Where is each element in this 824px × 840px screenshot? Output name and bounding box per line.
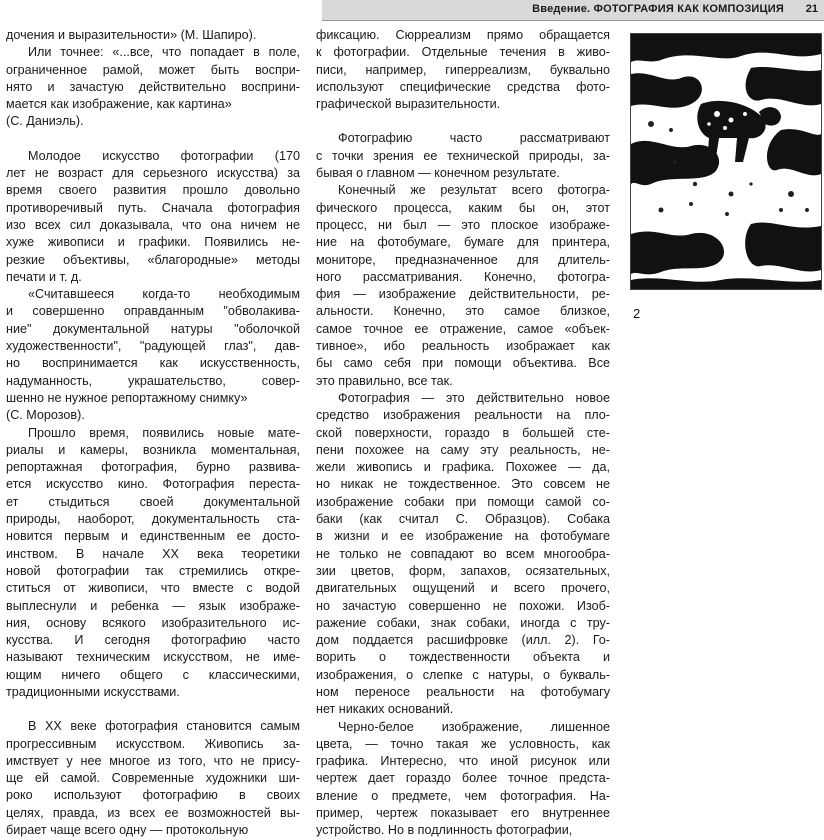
text-line: роко используют фотографию в своих xyxy=(6,788,300,803)
text-line: процесс, ни был — это плоское изображе- xyxy=(316,217,610,232)
text-line: ющим ничего общего с классическими, xyxy=(6,667,300,682)
text-line: называют техническим искусством, не име- xyxy=(6,650,300,665)
paragraph-gap xyxy=(6,701,300,718)
text-line: нет никаких оснований. xyxy=(316,702,454,717)
text-line: самое точное ее отражение, самое «объек- xyxy=(316,321,610,336)
paragraph-gap xyxy=(316,113,610,130)
text-line: ражение собаки, знак собаки, иногда с тру- xyxy=(316,615,610,630)
text-column-left xyxy=(6,27,300,839)
text-line: ние" документальной натуры "оболочкой xyxy=(6,321,300,336)
text-line: дочения и выразительности» (М. Шапиро). xyxy=(6,28,257,42)
text-line: время своего развития прошло довольно xyxy=(6,183,300,198)
text-line: инством. В начале XX века теоретики xyxy=(6,546,300,561)
text-line: новится первым и единственным ее досто- xyxy=(6,529,300,544)
text-line: Конечный же результат всего фотогра- xyxy=(338,183,610,198)
page-number: 21 xyxy=(805,3,818,15)
text-line: бы само себя при помощи объектива. Все xyxy=(316,356,610,371)
text-line: ется искусство кино. Фотография переста- xyxy=(6,477,300,492)
text-line: графика. Интересно, что иной рисунок или xyxy=(316,754,610,769)
text-line: ской поверхности, гораздо в большей сте- xyxy=(316,425,610,440)
text-line: баки (как считал С. Образцов). Собака xyxy=(316,512,610,527)
text-line: (С. Даниэль). xyxy=(6,114,84,129)
text-line: вление о предмете, чем фотография. На- xyxy=(316,788,610,803)
text-line: ограниченное рамой, может быть воспри- xyxy=(6,62,300,77)
text-line: но воспринимается как искусственность, xyxy=(6,356,300,371)
text-line: дом поддается расшифровке (илл. 2). Го- xyxy=(316,633,610,648)
text-line: Фотография — это действительно новое xyxy=(338,390,610,405)
text-line: тивное», ибо реальность изображает как xyxy=(316,339,610,354)
text-line: риалы и камеры, возникла моментальная, xyxy=(6,442,300,457)
text-line: природы, наоборот, документальность ста- xyxy=(6,512,300,527)
text-line: фического процесса, каким бы он, этот xyxy=(316,200,610,215)
text-line: Черно-белое изображение, лишенное xyxy=(338,719,610,734)
text-line: средство изображения реальности на пло- xyxy=(316,408,610,423)
text-line: художественности", "радующей глаз", дав- xyxy=(6,339,300,354)
text-line: шенно не нужное репортажному снимку» xyxy=(6,390,248,405)
text-line: Фотографию часто рассматривают xyxy=(338,131,610,146)
text-line: надуманность, украшательство, совер- xyxy=(6,373,300,388)
text-line: Или точнее: «...все, что попадает в поле, xyxy=(28,45,300,60)
dog-photo-illustration xyxy=(630,33,822,290)
text-line: ние на фотобумаге, бумаге для принтера, xyxy=(316,235,610,250)
text-line: «Считавшееся когда-то необходимым xyxy=(28,287,300,302)
text-line: жели живопись и графика. Похожее — да, xyxy=(316,460,610,475)
running-header xyxy=(322,0,824,21)
text-line: пример, чертеж показывает его внутреннее xyxy=(316,806,610,821)
text-line: ного рассматривания. Конечно, фотогра- xyxy=(316,269,610,284)
text-line: в жизни и ее изображение на фотобумаге xyxy=(316,529,610,544)
text-line: зии цветов, форм, запахов, осязательных, xyxy=(316,563,610,578)
text-line: печати и т. д. xyxy=(6,269,82,284)
text-line: прогрессивным искусством. Живопись за- xyxy=(6,736,300,751)
text-line: бывая о главном — конечном результате. xyxy=(316,166,560,181)
text-line: (С. Морозов). xyxy=(6,408,85,423)
text-line: хуже живописи и графики. Появились не- xyxy=(6,235,300,250)
text-line: к фотографии. Отдельные течения в живо- xyxy=(316,45,610,60)
text-line: ет стыдиться своей документальной xyxy=(6,494,300,509)
text-line: нято и зачастую действительно восприни- xyxy=(6,79,300,94)
text-line: ворить о тождественности объекта и xyxy=(316,650,610,665)
text-line: это правильно, все так. xyxy=(316,373,453,388)
text-line: целях, правда, из всех ее возможностей вы- xyxy=(6,805,300,820)
text-line: двигательных ощущений и всего прочего, xyxy=(316,581,610,596)
text-line: репортажная фотография, бурно развива- xyxy=(6,460,300,475)
text-line: мониторе, предназначенное для длитель- xyxy=(316,252,610,267)
running-header-title: Введение. ФОТОГРАФИЯ КАК КОМПОЗИЦИЯ xyxy=(532,3,784,15)
text-line: ститься от живописи, что вместе с водой xyxy=(6,581,300,596)
text-line: устройство. Но в подлинность фотографии, xyxy=(316,823,573,838)
paragraph-gap xyxy=(6,131,300,148)
text-line: чертеж дает гораздо более точное предста- xyxy=(316,771,610,786)
text-line: не только не совпадают во всем многообра- xyxy=(316,546,610,561)
text-line: Прошло время, появились новые мате- xyxy=(28,425,300,440)
text-line: и совершенно оправданным "обволакива- xyxy=(6,304,300,319)
text-line: изо всех сил доказывала, что она ничем не xyxy=(6,217,300,232)
text-line: графической выразительности. xyxy=(316,97,501,112)
text-column-middle xyxy=(316,27,610,840)
text-line: с точки зрения ее технической природы, за- xyxy=(316,148,610,163)
high-contrast-dog-image xyxy=(631,34,821,289)
text-line: традиционными искусствами. xyxy=(6,684,180,699)
text-line: изображение собаки при помощи самой со- xyxy=(316,494,610,509)
text-line: имствует у нее многое из того, что не прису- xyxy=(6,753,300,768)
text-line: лет не возраст для серьезного искусства) за xyxy=(6,166,300,181)
text-line: выплеснули и ребенка — язык изображе- xyxy=(6,598,300,613)
text-line: противоречивый путь. Сначала фотография xyxy=(6,200,300,215)
text-line: изображения, о слепке с натуры, о букваль- xyxy=(316,667,610,682)
text-line: кусства. И сегодня фотографию часто xyxy=(6,633,300,648)
text-line: фия — изображение действительности, ре- xyxy=(316,287,610,302)
text-line: новой фотографии так стремились откре- xyxy=(6,563,300,578)
text-line: бирает чаще всего одну — протокольную xyxy=(6,823,249,838)
text-line: писи, например, гиперреализм, буквально xyxy=(316,62,610,77)
text-line: Молодое искусство фотографии (170 xyxy=(28,148,300,163)
text-line: цвета, — точно такая же условность, как xyxy=(316,736,610,751)
text-line: фиксацию. Сюрреализм прямо обращается xyxy=(316,28,610,42)
text-line: альности. Конечно, это самое близкое, xyxy=(316,304,610,319)
figure-caption: 2 xyxy=(633,306,641,321)
text-line: В XX веке фотография становится самым xyxy=(28,719,300,734)
text-line: ще ей самой. Современные художники ши- xyxy=(6,771,300,786)
text-line: используют специфические средства фото- xyxy=(316,79,610,94)
text-line: пени похожее на саму эту реальность, не- xyxy=(316,442,610,457)
text-line: но никак не тождественное. Это совсем не xyxy=(316,477,610,492)
text-line: но зачастую совершенно не похожи. Изоб- xyxy=(316,598,610,613)
text-line: резкие объективы, «благородные» методы xyxy=(6,252,300,267)
text-line: мается как изображение, как картина» xyxy=(6,97,232,112)
text-line: ном переносе реальности на фотобумагу xyxy=(316,684,610,699)
text-line: ния, основу всякого изобразительного ис- xyxy=(6,615,300,630)
